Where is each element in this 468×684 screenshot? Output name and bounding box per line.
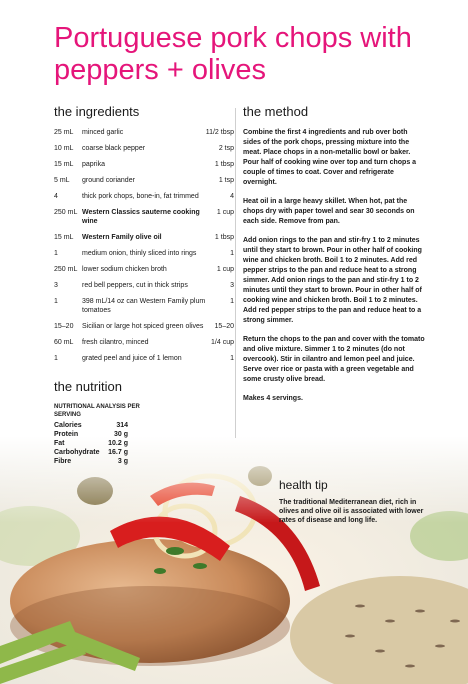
recipe-title: Portuguese pork chops with peppers + olives [54,22,412,86]
ingredient-row: 25 mL minced garlic 11/2 tbsp [54,129,234,136]
ingredient-row: 10 mL coarse black pepper 2 tsp [54,145,234,152]
method-paragraph: Heat oil in a large heavy skillet. When hot, pat the chops dry with paper towel and sear 30 seconds on each side. Remove from pan. [243,198,415,225]
health-tip-text: The traditional Mediterranean diet, rich in olives and olive oil is associated with lower rates of disease and long life. [279,499,424,524]
ingredient-row: 1 398 mL/14 oz can Western Family plum tomatoes 1 [54,298,234,314]
nutrition-row: Carbohydrate 16.7 g [54,449,128,456]
column-divider [235,108,236,438]
method-section [243,104,425,413]
food-photo [0,436,468,684]
method-paragraph: Makes 4 servings. [243,395,303,402]
nutrition-heading: the nutrition [54,379,122,394]
ingredient-row: 15 mL Western Family olive oil 1 tbsp [54,234,234,241]
ingredients-heading: the ingredients [54,104,140,119]
ingredient-row: 15–20 Sicilian or large hot spiced green olives 15–20 [54,323,234,330]
ingredient-row: 15 mL paprika 1 tbsp [54,161,234,168]
ingredient-row: 250 mL lower sodium chicken broth 1 cup [54,266,234,273]
nutrition-row: Calories 314 [54,422,128,429]
health-tip-heading: health tip [279,478,328,492]
ingredient-row: 1 grated peel and juice of 1 lemon 1 [54,355,234,362]
nutrition-section [54,379,234,466]
method-heading: the method [243,104,309,119]
ingredient-row: 4 thick pork chops, bone-in, fat trimmed 4 [54,193,234,200]
left-column [54,104,234,466]
ingredient-row: 60 mL fresh cilantro, minced 1/4 cup [54,339,234,346]
method-paragraph: Return the chops to the pan and cover with the tomato and olive mixture. Simmer 1 to 2 minutes (do not overcook). Stir in cilantro and lemon peel and juice. Serve over rice or pasta with a green vegetable and some crusty olive bread. [243,336,425,383]
health-tip [279,478,429,525]
ingredient-row: 5 mL ground coriander 1 tsp [54,177,234,184]
ingredients-list [54,128,234,363]
nutrition-row: Protein 30 g [54,431,128,438]
ingredient-row: 1 medium onion, thinly sliced into rings 1 [54,250,234,257]
ingredient-row: 250 mL Western Classics sauterne cooking wine 1 cup [54,209,234,225]
nutrition-row: Fat 10.2 g [54,440,128,447]
ingredient-row: 3 red bell peppers, cut in thick strips 3 [54,282,234,289]
nutrition-row: Fibre 3 g [54,458,128,465]
nutrition-analysis-label: NUTRITIONAL ANALYSIS PER SERVING [54,404,140,418]
method-paragraph: Combine the first 4 ingredients and rub over both sides of the pork chops, pressing mixture into the meat. Place chops in a non-metallic bowl or baker. Pour half of cooking wine over top and turn chops a couple of times to coat. Cover and refrigerate overnight. [243,129,417,186]
method-paragraph: Add onion rings to the pan and stir-fry 1 to 2 minutes until they start to brown. Pour in other half of cooking wine and chicken broth. Boil 1 to 2 minutes. Add red pepper strips to the pan and reduce heat to a strong simmer. Add onion rings to the pan and stir-fry 1 to 2 minutes until they start to brown. Pour in other half of cooking wine and chicken broth. Boil 1 to 2 minutes. Add red pepper strips to the pan and reduce heat to a strong simmer. [243,237,422,324]
